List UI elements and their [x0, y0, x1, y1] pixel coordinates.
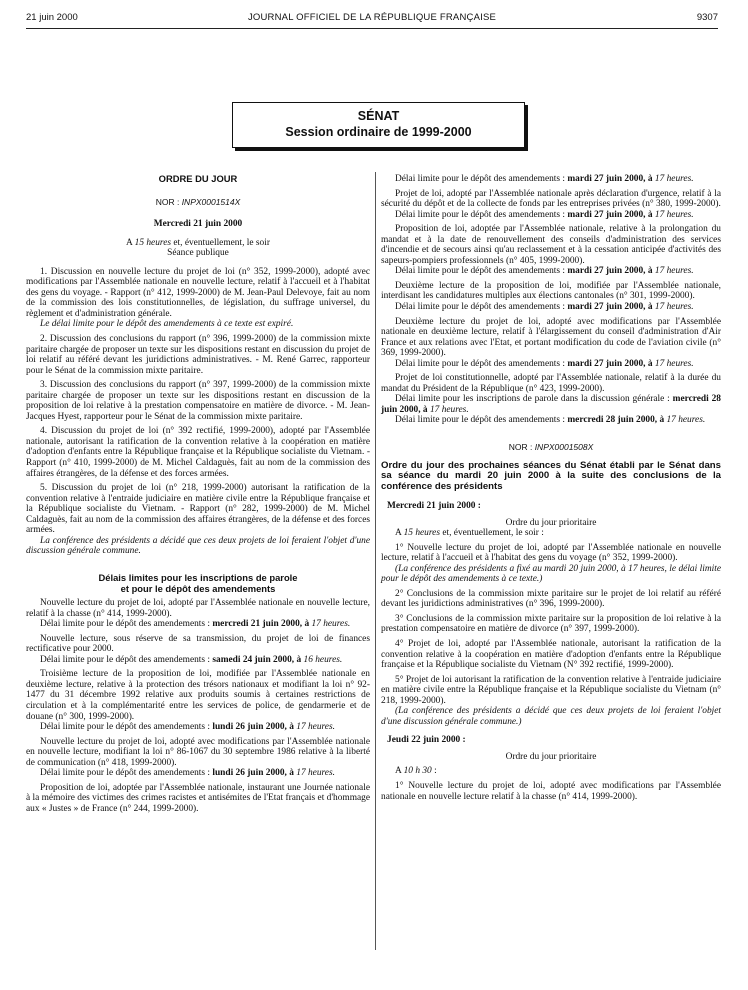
delais-heading-line1: Délais limites pour les inscriptions de parole — [98, 571, 298, 583]
day1-note: (La conférence des présidents a fixé au mardi 20 juin 2000, à 17 heures, le délai limite pour le dépôt des amendements à ce texte.) — [381, 563, 721, 585]
ordre-du-jour-heading: ORDRE DU JOUR — [158, 173, 238, 184]
session-intro: A 15 heures et, éventuellement, le soir — [126, 237, 270, 248]
agenda-item-4: 4. Discussion du projet de loi (n° 392 rectifié, 1999-2000), adopté par l'Assemblée nationale, autorisant la ratification de la convention relative à la coopération en matière d'adoption d'enfants entre la République française et la République socialiste du Vietnam. - Rapport (n° 410, 1999-2000) de M. Michel Caldaguès, fait au nom de la commission des affaires étrangères, de la défense et des forces armées. — [26, 426, 370, 479]
delais-heading-line2: et pour le dépôt des amendements — [120, 582, 276, 594]
title-senat: SÉNAT — [357, 109, 400, 123]
seance-publique: Séance publique — [167, 248, 229, 259]
ordre-prioritaire: Ordre du jour prioritaire — [505, 517, 597, 528]
delai-limit: Délai limite pour le dépôt des amendements : mardi 27 juin 2000, à 17 heures. — [395, 358, 694, 369]
left-column — [26, 174, 370, 814]
ordre-prioritaire: Ordre du jour prioritaire — [505, 751, 597, 762]
delai-text: Proposition de loi, adoptée par l'Assemblée nationale, relative à la prolongation du mandat et à la date de renouvellement des conseils d'administration des services d'incendie et de secours ainsi qu'au reclassement et à la cessation anticipée d'activités des sapeurs-pompiers professionnels (n° 405, 1999-2000). — [381, 224, 721, 266]
agenda-note-5: La conférence des présidents a décidé que ces deux projets de loi feraient l'objet d'une discussion générale commune. — [26, 535, 370, 557]
delai-text: Projet de loi constitutionnelle, adopté par l'Assemblée nationale, relatif à la durée du mandat du Président de la République (n° 423, 1999-2000). — [381, 373, 721, 394]
agenda-item-5: 5. Discussion du projet de loi (n° 218, 1999-2000) autorisant la ratification de la convention relative à l'entraide judiciaire en matière civile entre la République française et la République socialiste du Vietnam. - Rapport (n° 282, 1999-2000) de M. Michel Caldaguès, fait au nom de la commission des affaires étrangères, de la défense et des forces armées. — [26, 483, 370, 536]
day-wednesday: Mercredi 21 juin 2000 : — [387, 500, 481, 511]
prochaines-seances-heading: Ordre du jour des prochaines séances du Sénat établi par le Sénat dans sa séance du mardi 20 juin 2000 à la suite des conclusions de la conférence des présidents — [381, 459, 721, 493]
delai-text: Proposition de loi, adoptée par l'Assemblée nationale, instaurant une Journée nationale à la mémoire des victimes des crimes racistes et antisémites de l'Etat français et d'hommage aux « Justes » de France (n° 244, 1999-2000). — [26, 782, 370, 814]
nor-reference-2: NOR : INPX0001508X — [508, 442, 594, 453]
agenda-note-1: Le délai limite pour le dépôt des amendements à ce texte est expiré. — [40, 319, 294, 330]
delai-text: Deuxième lecture du projet de loi, adopté avec modifications par l'Assemblée nationale en deuxième lecture, relatif à l'élargissement du conseil d'administration d'Air France et aux relations avec l'Etat, et portant modification du code de l'aviation civile (n° 369, 1999-2000). — [381, 316, 721, 359]
delai-limit: Délai limite pour le dépôt des amendements : mardi 27 juin 2000, à 17 heures. — [395, 174, 694, 184]
day2-item: 1° Nouvelle lecture du projet de loi, adopté avec modifications par l'Assemblée nationale en nouvelle lecture relatif à la chasse (n° 414, 1999-2000). — [381, 781, 721, 802]
title-session: Session ordinaire de 1999-2000 — [285, 125, 472, 139]
nor-reference: NOR : INPX0001514X — [155, 196, 241, 207]
day1-item: 5° Projet de loi autorisant la ratification de la convention relative à l'entraide judiciaire en matière civile entre la République française et la République socialiste du Vietnam (n° 218, 1999-2000). — [381, 674, 721, 706]
day1-item: 4° Projet de loi, adopté par l'Assemblée nationale, autorisant la ratification de la convention relative à la coopération en matière d'adoption d'enfants entre la République française et la République socialiste du Vietnam (N° 392 rectifié, 1999-2000). — [381, 638, 721, 671]
day1-item: 3° Conclusions de la commission mixte paritaire sur la proposition de loi relative à la prestation compensatoire en matière de divorce (n° 397, 1999-2000). — [381, 613, 721, 635]
delais-list-left — [26, 598, 370, 814]
delai-limit: Délai limite pour le dépôt des amendements : samedi 24 juin 2000, à 16 heures. — [40, 654, 343, 665]
agenda-item-2: 2. Discussion des conclusions du rapport (n° 396, 1999-2000) de la commission mixte paritaire chargée de proposer un texte sur les dispositions restant en discussion du projet de loi relatif au référé devant les juridictions administratives. - M. René Garrec, rapporteur pour le Sénat de la commission mixte paritaire. — [26, 334, 370, 376]
delai-text: Deuxième lecture de la proposition de loi, modifiée par l'Assemblée nationale, interdisant les candidatures multiples aux élections cantonales (n° 301, 1999-2000). — [381, 280, 721, 302]
day1-item: 2° Conclusions de la commission mixte paritaire sur le projet de loi relatif au référé devant les juridictions administratives (n° 396, 1999-2000). — [381, 588, 721, 610]
delai-limit: Délai limite pour le dépôt des amendements : lundi 26 juin 2000, à 17 heures. — [40, 722, 335, 733]
delai-limit: Délai limite pour le dépôt des amendements : mardi 27 juin 2000, à 17 heures. — [395, 209, 694, 220]
column-divider — [375, 172, 376, 950]
right-column — [381, 174, 721, 802]
day1-intro: A 15 heures et, éventuellement, le soir : — [395, 528, 544, 539]
agenda-item-3: 3. Discussion des conclusions du rapport (n° 397, 1999-2000) de la commission mixte paritaire chargée de proposer un texte sur les dispositions restant en discussion de la proposition de loi relative à la prestation compensatoire en matière de divorce. - M. Jean-Jacques Hyest, rapporteur pour le Sénat de la commission mixte paritaire. — [26, 380, 370, 422]
header-date: 21 juin 2000 — [26, 12, 78, 23]
delai-limit: Délai limite pour le dépôt des amendements : mercredi 28 juin 2000, à 17 heures. — [395, 415, 706, 426]
title-box — [232, 102, 525, 148]
header-title: JOURNAL OFFICIEL DE LA RÉPUBLIQUE FRANÇAISE — [247, 12, 497, 23]
delai-text: Troisième lecture de la proposition de loi, modifiée par l'Assemblée nationale en deuxième lecture, relative à la protection des trésors nationaux et modifiant la loi n° 92-1477 du 31 décembre 1992 relative aux produits soumis à certaines restrictions de circulation et à la complémentarité entre les services de police, de gendarmerie et de douane (n° 300, 1999-2000). — [26, 669, 370, 722]
delai-text: Nouvelle lecture du projet de loi, adopté par l'Assemblée nationale en nouvelle lecture, relatif à la chasse (n° 414, 1999-2000). — [26, 598, 370, 619]
delai-limit: Délai limite pour le dépôt des amendements : mardi 27 juin 2000, à 17 heures. — [395, 266, 694, 277]
session-date: Mercredi 21 juin 2000 — [153, 219, 243, 230]
delai-text: Projet de loi, adopté par l'Assemblée nationale après déclaration d'urgence, relatif à la sécurité du dépôt et de la collecte de fonds par les entreprises privées (n° 380, 1999-2000). — [381, 188, 721, 210]
delai-text: Nouvelle lecture du projet de loi, adopté avec modifications par l'Assemblée nationale en nouvelle lecture, modifiant la loi n° 86-1067 du 30 septembre 1986 relative à la liberté de communication (n° 418, 1999-2000). — [26, 736, 370, 768]
day1-item: 1° Nouvelle lecture du projet de loi, adopté par l'Assemblée nationale en nouvelle lecture, relatif à l'accueil et à l'habitat des gens du voyage (n° 352, 1999-2000). — [381, 542, 721, 564]
delai-limit: Délai limite pour le dépôt des amendements : lundi 26 juin 2000, à 17 heures. — [40, 768, 335, 779]
day1-note: (La conférence des présidents a décidé que ces deux projets de loi feraient l'objet d'une discussion générale commune.) — [381, 706, 721, 727]
delai-limit: Délai limite pour le dépôt des amendements : mardi 27 juin 2000, à 17 heures. — [395, 302, 694, 313]
delai-text: Nouvelle lecture, sous réserve de sa transmission, du projet de loi de finances rectificative pour 2000. — [26, 633, 370, 655]
page-number: 9307 — [696, 12, 718, 23]
delai-limit: Délai limite pour les inscriptions de parole dans la discussion générale : mercredi 28 juin 2000, à 17 heures. — [381, 394, 721, 415]
running-header — [26, 8, 718, 29]
agenda-item-1: 1. Discussion en nouvelle lecture du projet de loi (n° 352, 1999-2000), adopté avec modifications par l'Assemblée nationale en nouvelle lecture, relatif à l'accueil et à l'habitat des gens du voyage. - Rapport (n° 412, 1999-2000) de M. Jean-Paul Delevoye, fait au nom de la commission des lois constitutionnelles, de législation, du suffrage universel, du règlement et d'administration générale. — [26, 266, 370, 319]
day2-intro: A 10 h 30 : — [395, 766, 437, 777]
day-thursday: Jeudi 22 juin 2000 : — [387, 735, 466, 746]
delai-limit: Délai limite pour le dépôt des amendements : mercredi 21 juin 2000, à 17 heures. — [40, 619, 351, 630]
